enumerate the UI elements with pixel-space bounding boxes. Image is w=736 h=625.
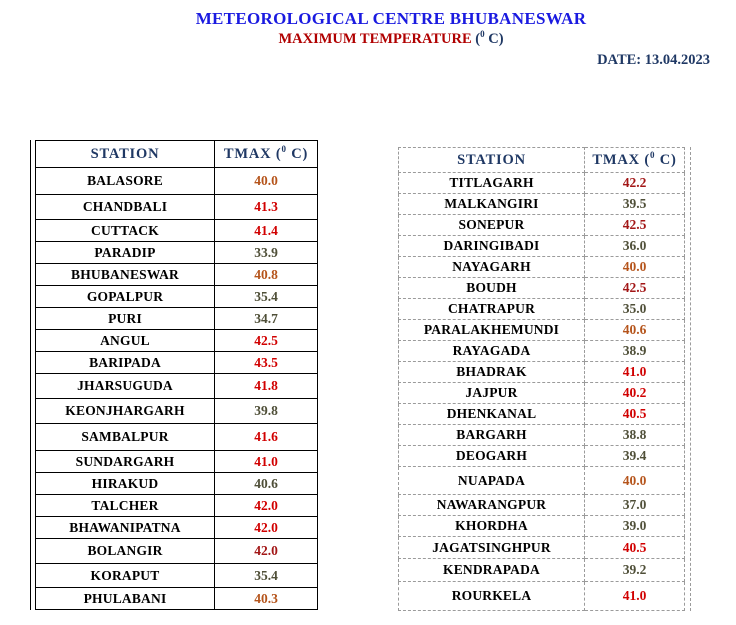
table-row: [399, 425, 685, 446]
tmax-value-cell: 41.0: [585, 582, 685, 611]
station-cell: BHUBANESWAR: [36, 264, 215, 286]
station-cell: JHARSUGUDA: [36, 374, 215, 399]
table-row: [399, 446, 685, 467]
tmax-column-header: TMAX ($^0$ C): [215, 141, 318, 168]
station-cell: DARINGIBADI: [399, 236, 585, 257]
table-row: [399, 537, 685, 559]
tmax-column-header: TMAX ($^0$ C): [585, 148, 685, 173]
tmax-value-cell: 42.5: [585, 215, 685, 236]
table-row: [36, 352, 318, 374]
left-temperature-table: [35, 140, 318, 610]
table-row: [399, 299, 685, 320]
station-cell: JAGATSINGHPUR: [399, 537, 585, 559]
table-row: [399, 215, 685, 236]
tmax-value-cell: 42.2: [585, 173, 685, 194]
table-row: [399, 320, 685, 341]
date-label: DATE: 13.04.2023: [597, 52, 710, 68]
tmax-value-cell: 40.6: [215, 473, 318, 495]
table-row: [36, 330, 318, 352]
station-cell: BALASORE: [36, 168, 215, 195]
station-cell: BARIPADA: [36, 352, 215, 374]
table-row: [36, 564, 318, 588]
tmax-value-cell: 41.0: [215, 451, 318, 473]
table-row: [399, 516, 685, 537]
table-row: [36, 264, 318, 286]
tmax-value-cell: 38.9: [585, 341, 685, 362]
station-cell: NAWARANGPUR: [399, 495, 585, 516]
subtitle-unit: ($^0$ C): [475, 29, 504, 47]
station-cell: CHATRAPUR: [399, 299, 585, 320]
table-row: [36, 588, 318, 610]
tmax-value-cell: 39.0: [585, 516, 685, 537]
right-temperature-table: [398, 147, 685, 611]
station-cell: KORAPUT: [36, 564, 215, 588]
right-temperature-table-wrap: [398, 147, 691, 611]
station-cell: KHORDHA: [399, 516, 585, 537]
station-cell: BHAWANIPATNA: [36, 517, 215, 539]
station-cell: DEOGARH: [399, 446, 585, 467]
table-row: [36, 220, 318, 242]
tmax-value-cell: 40.8: [215, 264, 318, 286]
header-row: [36, 141, 318, 168]
tmax-value-cell: 39.8: [215, 399, 318, 424]
tmax-value-cell: 40.0: [585, 257, 685, 278]
tmax-value-cell: 40.2: [585, 383, 685, 404]
table-row: [36, 308, 318, 330]
station-cell: TITLAGARH: [399, 173, 585, 194]
table-row: [36, 495, 318, 517]
tmax-value-cell: 33.9: [215, 242, 318, 264]
tmax-value-cell: 43.5: [215, 352, 318, 374]
station-cell: TALCHER: [36, 495, 215, 517]
table-row: [36, 168, 318, 195]
table-row: [399, 404, 685, 425]
station-cell: HIRAKUD: [36, 473, 215, 495]
table-row: [399, 362, 685, 383]
table-row: [36, 195, 318, 220]
station-cell: NAYAGARH: [399, 257, 585, 278]
tmax-value-cell: 42.5: [585, 278, 685, 299]
table-row: [399, 173, 685, 194]
tmax-value-cell: 39.2: [585, 559, 685, 582]
tmax-value-cell: 39.5: [585, 194, 685, 215]
tmax-value-cell: 36.0: [585, 236, 685, 257]
station-cell: ROURKELA: [399, 582, 585, 611]
subtitle-text: MAXIMUM TEMPERATURE: [278, 31, 476, 47]
station-cell: SUNDARGARH: [36, 451, 215, 473]
header-row: [399, 148, 685, 173]
tmax-value-cell: 35.0: [585, 299, 685, 320]
table-row: [36, 451, 318, 473]
station-cell: BOLANGIR: [36, 539, 215, 564]
tmax-value-cell: 40.6: [585, 320, 685, 341]
table-row: [36, 517, 318, 539]
tmax-value-cell: 41.8: [215, 374, 318, 399]
table-row: [399, 467, 685, 495]
table-row: [399, 341, 685, 362]
station-cell: ANGUL: [36, 330, 215, 352]
tmax-value-cell: 40.3: [215, 588, 318, 610]
table-row: [36, 399, 318, 424]
station-cell: BOUDH: [399, 278, 585, 299]
table-row: [36, 374, 318, 399]
station-cell: CHANDBALI: [36, 195, 215, 220]
station-cell: MALKANGIRI: [399, 194, 585, 215]
tmax-value-cell: 34.7: [215, 308, 318, 330]
tmax-value-cell: 35.4: [215, 564, 318, 588]
station-cell: BHADRAK: [399, 362, 585, 383]
station-cell: KENDRAPADA: [399, 559, 585, 582]
table-row: [399, 582, 685, 611]
tmax-value-cell: 40.5: [585, 537, 685, 559]
station-column-header: STATION: [36, 141, 215, 168]
station-cell: RAYAGADA: [399, 341, 585, 362]
tmax-value-cell: 41.4: [215, 220, 318, 242]
table-row: [399, 257, 685, 278]
station-cell: NUAPADA: [399, 467, 585, 495]
station-cell: GOPALPUR: [36, 286, 215, 308]
station-column-header: STATION: [399, 148, 585, 173]
tmax-value-cell: 39.4: [585, 446, 685, 467]
station-cell: PARADIP: [36, 242, 215, 264]
tmax-value-cell: 42.0: [215, 517, 318, 539]
station-cell: CUTTACK: [36, 220, 215, 242]
tmax-value-cell: 35.4: [215, 286, 318, 308]
station-cell: SAMBALPUR: [36, 424, 215, 451]
station-cell: DHENKANAL: [399, 404, 585, 425]
tmax-value-cell: 41.3: [215, 195, 318, 220]
tmax-value-cell: 40.5: [585, 404, 685, 425]
station-cell: KEONJHARGARH: [36, 399, 215, 424]
table-row: [36, 424, 318, 451]
station-cell: PARALAKHEMUNDI: [399, 320, 585, 341]
tmax-value-cell: 42.0: [215, 495, 318, 517]
tmax-value-cell: 40.0: [585, 467, 685, 495]
station-cell: PHULABANI: [36, 588, 215, 610]
station-cell: SONEPUR: [399, 215, 585, 236]
table-row: [36, 242, 318, 264]
table-row: [36, 473, 318, 495]
tmax-value-cell: 40.0: [215, 168, 318, 195]
table-row: [399, 278, 685, 299]
table-row: [399, 194, 685, 215]
table-row: [399, 236, 685, 257]
station-cell: PURI: [36, 308, 215, 330]
tmax-value-cell: 37.0: [585, 495, 685, 516]
table-row: [399, 383, 685, 404]
table-row: [399, 495, 685, 516]
page-title: METEOROLOGICAL CENTRE BHUBANESWAR: [195, 9, 587, 28]
tmax-value-cell: 41.0: [585, 362, 685, 383]
page-subtitle: [46, 31, 736, 48]
table-row: [36, 286, 318, 308]
table-row: [36, 539, 318, 564]
table-row: [399, 559, 685, 582]
tmax-value-cell: 41.6: [215, 424, 318, 451]
station-cell: JAJPUR: [399, 383, 585, 404]
left-temperature-table-wrap: [30, 140, 318, 610]
tmax-value-cell: 42.0: [215, 539, 318, 564]
tmax-value-cell: 38.8: [585, 425, 685, 446]
tmax-value-cell: 42.5: [215, 330, 318, 352]
station-cell: BARGARH: [399, 425, 585, 446]
